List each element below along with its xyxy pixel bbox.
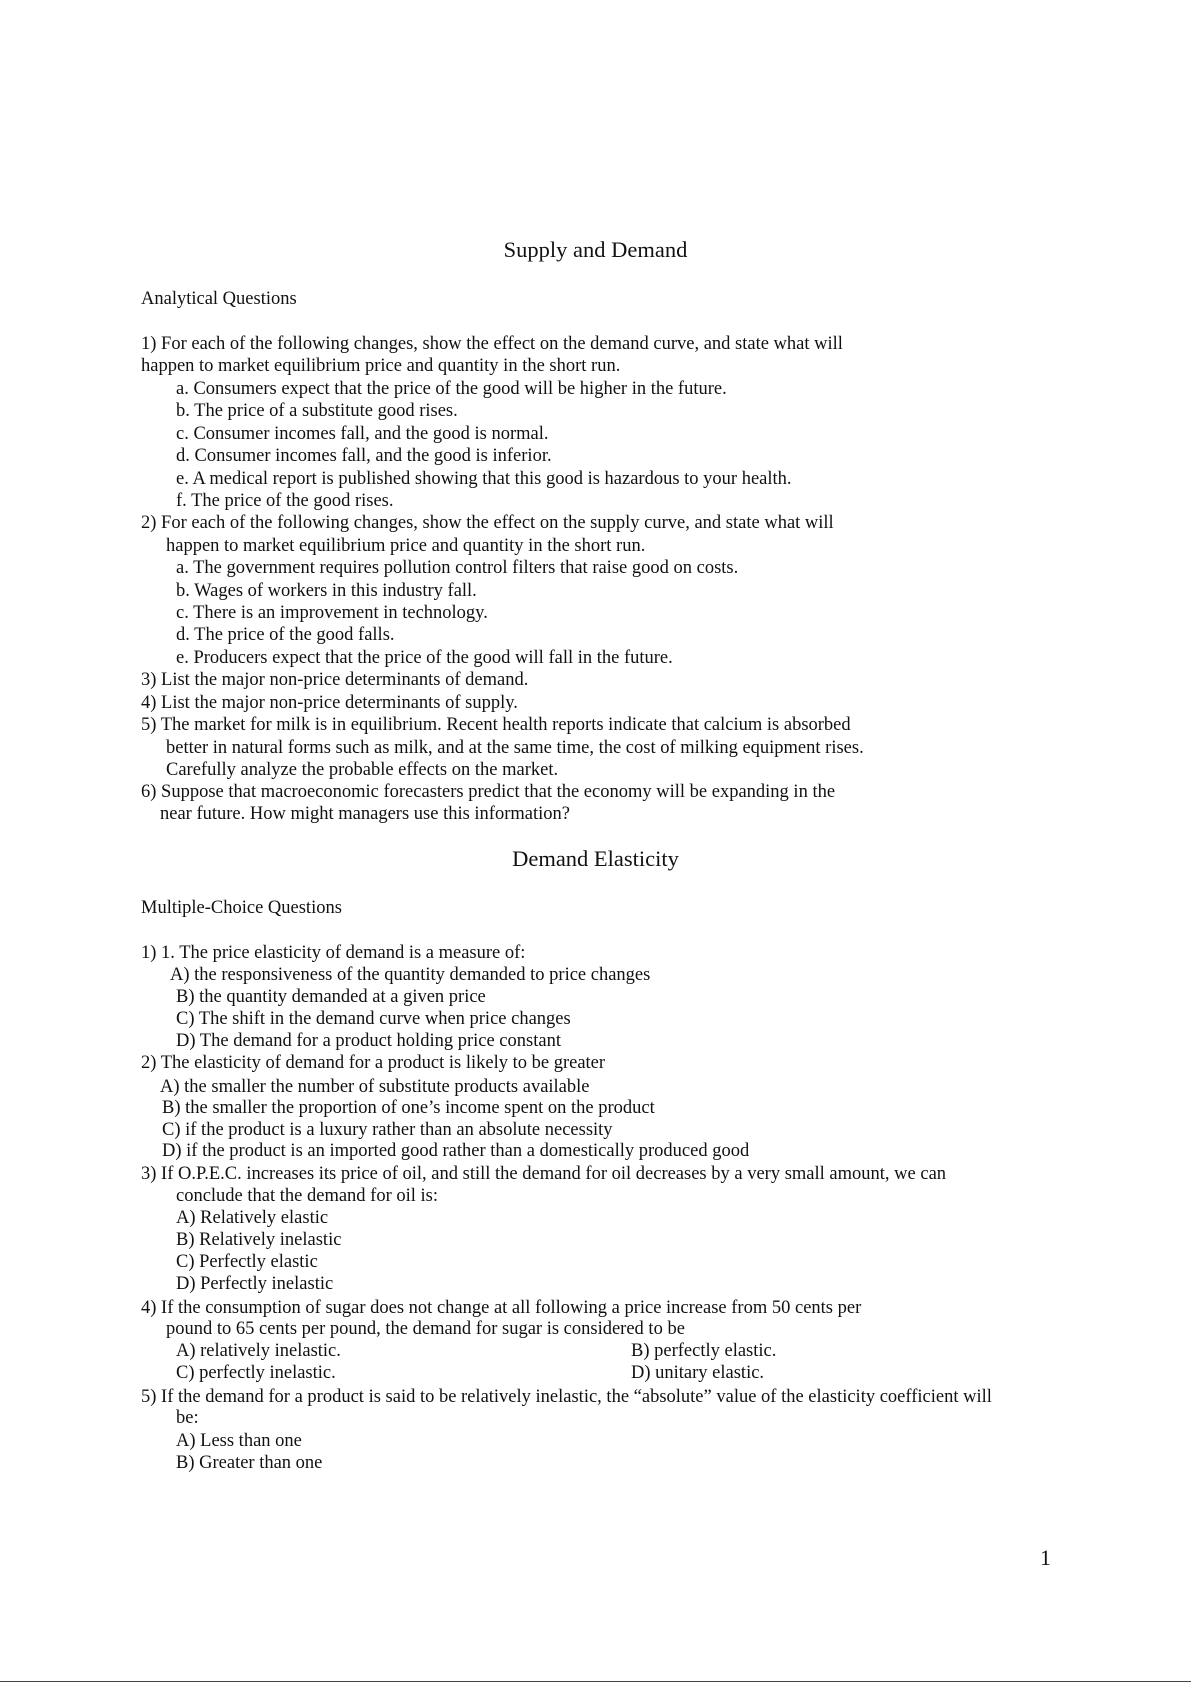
answer-option: e. A medical report is published showing that this good is hazardous to your health. [176, 469, 792, 489]
answer-option: c. Consumer incomes fall, and the good is normal. [176, 424, 549, 444]
question-line: near future. How might managers use this information? [160, 804, 570, 824]
answer-option: C) Perfectly elastic [176, 1252, 318, 1272]
answer-option: b. The price of a substitute good rises. [176, 401, 458, 421]
answer-option: a. The government requires pollution control filters that raise good on costs. [176, 558, 739, 578]
question-line: pound to 65 cents per pound, the demand for sugar is considered to be [166, 1319, 685, 1339]
answer-option: A) relatively inelastic. [176, 1341, 341, 1361]
question-line: 5) If the demand for a product is said to be relatively inelastic, the “absolute” value of the elasticity coefficient will [141, 1387, 992, 1407]
answer-option: D) The demand for a product holding price constant [176, 1031, 561, 1051]
question-line: better in natural forms such as milk, and at the same time, the cost of milking equipment rises. [166, 738, 864, 758]
question-line: happen to market equilibrium price and quantity in the short run. [166, 536, 646, 556]
answer-option: e. Producers expect that the price of the good will fall in the future. [176, 648, 673, 668]
answer-option: D) if the product is an imported good rather than a domestically produced good [162, 1141, 750, 1161]
answer-option: c. There is an improvement in technology. [176, 603, 488, 623]
answer-option: B) the smaller the proportion of one’s income spent on the product [162, 1098, 655, 1118]
question-line: 2) The elasticity of demand for a product is likely to be greater [141, 1053, 606, 1073]
page-number: 1 [1040, 1545, 1051, 1570]
answer-option: C) if the product is a luxury rather than an absolute necessity [162, 1120, 613, 1140]
question-line: 3) List the major non-price determinants of demand. [141, 670, 529, 690]
answer-option: A) the responsiveness of the quantity demanded to price changes [170, 965, 651, 985]
answer-option: D) unitary elastic. [631, 1363, 765, 1383]
answer-option: B) perfectly elastic. [631, 1341, 777, 1361]
answer-option: b. Wages of workers in this industry fall. [176, 581, 477, 601]
section-subtitle-analytical: Analytical Questions [141, 289, 297, 309]
answer-option: d. Consumer incomes fall, and the good is inferior. [176, 446, 552, 466]
question-line: 5) The market for milk is in equilibrium. Recent health reports indicate that calcium is absorbed [141, 715, 851, 735]
answer-option: B) Relatively inelastic [176, 1230, 342, 1250]
section-subtitle-multiple-choice: Multiple-Choice Questions [141, 898, 342, 918]
answer-option: D) Perfectly inelastic [176, 1274, 334, 1294]
section-title-supply-demand: Supply and Demand [503, 237, 688, 262]
answer-option: a. Consumers expect that the price of the good will be higher in the future. [176, 379, 727, 399]
question-line: 4) If the consumption of sugar does not change at all following a price increase from 50 cents per [141, 1298, 862, 1318]
question-line: 4) List the major non-price determinants of supply. [141, 693, 518, 713]
question-line: be: [176, 1408, 199, 1428]
answer-option: A) the smaller the number of substitute products available [160, 1077, 590, 1097]
question-line: conclude that the demand for oil is: [176, 1186, 439, 1206]
question-line: Carefully analyze the probable effects on the market. [166, 760, 559, 780]
question-line: 1) 1. The price elasticity of demand is a measure of: [141, 943, 526, 963]
section-title-demand-elasticity: Demand Elasticity [512, 846, 679, 871]
question-line: 1) For each of the following changes, show the effect on the demand curve, and state what will [141, 334, 843, 354]
answer-option: B) Greater than one [176, 1453, 323, 1473]
answer-option: B) the quantity demanded at a given price [176, 987, 486, 1007]
question-line: happen to market equilibrium price and quantity in the short run. [141, 356, 621, 376]
question-line: 2) For each of the following changes, show the effect on the supply curve, and state what will [141, 513, 834, 533]
answer-option: A) Less than one [176, 1431, 302, 1451]
question-line: 6) Suppose that macroeconomic forecasters predict that the economy will be expanding in the [141, 782, 836, 802]
answer-option: A) Relatively elastic [176, 1208, 329, 1228]
answer-option: d. The price of the good falls. [176, 625, 395, 645]
answer-option: C) The shift in the demand curve when price changes [176, 1009, 571, 1029]
answer-option: C) perfectly inelastic. [176, 1363, 336, 1383]
answer-option: f. The price of the good rises. [176, 491, 394, 511]
page-bottom-rule [0, 1681, 1191, 1682]
question-line: 3) If O.P.E.C. increases its price of oil, and still the demand for oil decreases by a very small amount, we can [141, 1164, 947, 1184]
